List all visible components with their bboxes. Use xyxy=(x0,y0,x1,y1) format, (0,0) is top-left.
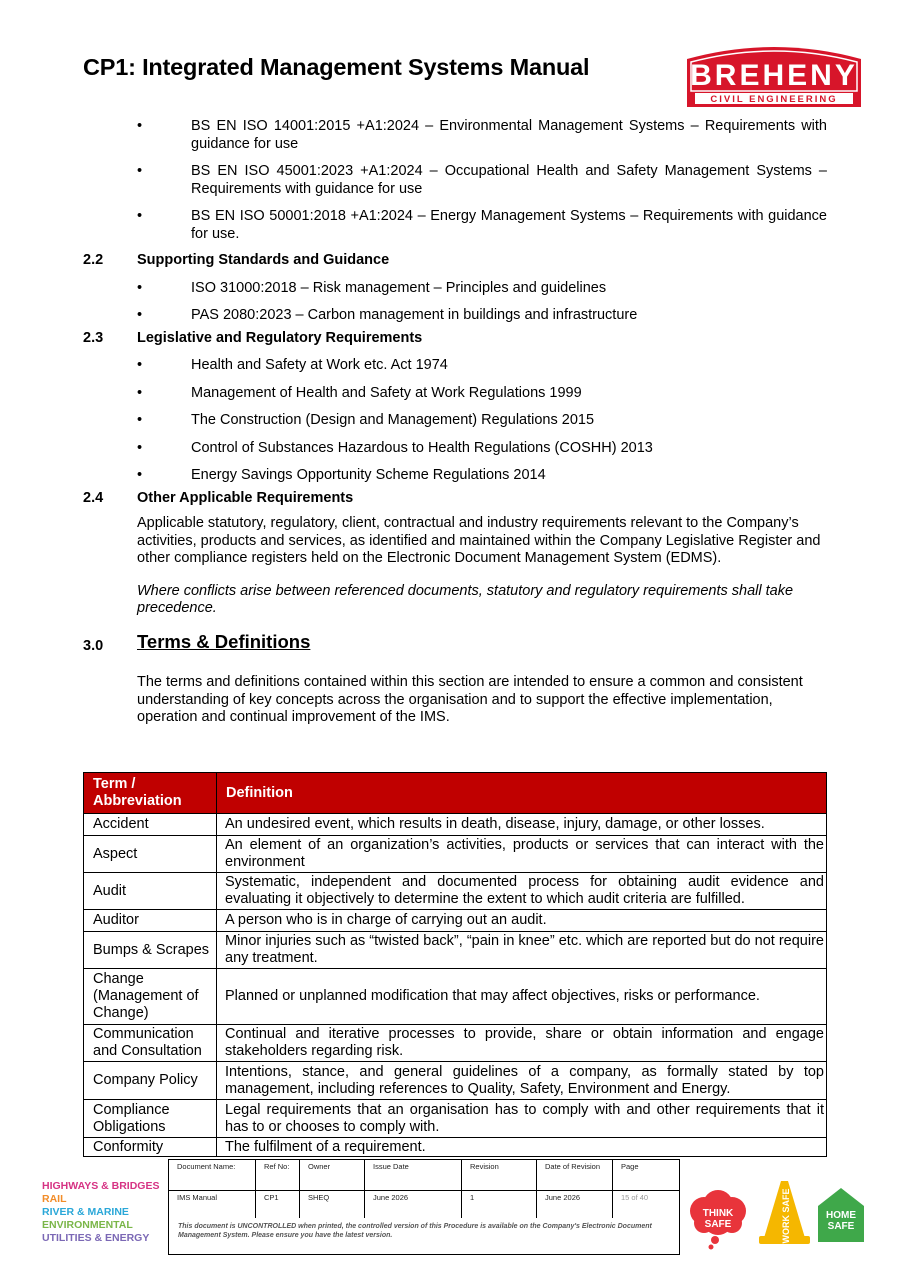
section-heading-2-3: 2.3 Legislative and Regulatory Requirements xyxy=(83,329,423,346)
list-item: • ISO 31000:2018 – Risk management – Principles and guidelines xyxy=(137,279,607,296)
table-row xyxy=(84,932,827,969)
definition-cell: Minor injuries such as “twisted back”, “pain in knee” etc. which are reported but do not require any treatment. xyxy=(217,932,827,969)
bullet-icon: • xyxy=(137,357,143,373)
definition-cell: The fulfilment of a requirement. xyxy=(217,1138,827,1157)
label-page: Page xyxy=(621,1162,639,1171)
table-row xyxy=(84,1138,827,1157)
value-issue-date: June 2026 xyxy=(365,1190,462,1218)
value-owner: SHEQ xyxy=(300,1190,365,1218)
table-row xyxy=(84,969,827,1025)
bullet-icon: • xyxy=(137,467,143,483)
list-item: • BS EN ISO 50001:2018 +A1:2024 – Energy Management Systems – Requirements with guidance for use. xyxy=(137,208,827,242)
list-item: • Control of Substances Hazardous to Health Regulations (COSHH) 2013 xyxy=(137,439,653,456)
value-ref-no: CP1 xyxy=(256,1190,300,1218)
list-item: • The Construction (Design and Management) Regulations 2015 xyxy=(137,412,595,428)
term-cell: Auditor xyxy=(84,910,217,932)
table-row xyxy=(84,1100,827,1138)
value-page: 15 of 40 xyxy=(621,1193,649,1202)
paragraph-note: Where conflicts arise between referenced documents, statutory and regulatory requirements shall take precedence. xyxy=(137,582,794,616)
bullet-icon: • xyxy=(137,208,143,224)
value-revision: 1 xyxy=(462,1190,537,1218)
term-cell: Change (Management of Change) xyxy=(84,969,217,1025)
list-item: • PAS 2080:2023 – Carbon management in buildings and infrastructure xyxy=(137,307,638,323)
sector-rail: RAIL xyxy=(42,1193,67,1205)
safety-badges xyxy=(684,1178,866,1250)
list-item: • BS EN ISO 14001:2015 +A1:2024 – Environmental Management Systems – Requirements with guidance for use xyxy=(137,118,827,152)
sector-river-marine: RIVER & MARINE xyxy=(42,1206,129,1218)
term-cell: Bumps & Scrapes xyxy=(84,932,217,969)
column-header-term: Term / Abbreviation xyxy=(84,773,217,814)
bullet-icon: • xyxy=(137,412,143,428)
label-owner: Owner xyxy=(300,1160,365,1190)
bullet-icon: • xyxy=(137,439,143,456)
table-row xyxy=(84,910,827,932)
definition-cell: An element of an organization’s activities, products or services that can interact with the environment xyxy=(217,836,827,873)
table-row xyxy=(84,1062,827,1100)
bullet-icon: • xyxy=(137,307,143,323)
sector-utilities-energy: UTILITIES & ENERGY xyxy=(42,1232,150,1244)
sector-highways: HIGHWAYS & BRIDGES xyxy=(42,1180,160,1192)
definitions-table xyxy=(83,772,827,1157)
logo-subtext: CIVIL ENGINEERING xyxy=(710,94,838,105)
definition-cell: Legal requirements that an organisation has to comply with and other requirements that it has to or chooses to comply with. xyxy=(217,1100,827,1138)
uncontrolled-note: This document is UNCONTROLLED when printed, the controlled version of this Procedure is available on the Company's Electronic Document Management System. Please ensure you have the latest version. xyxy=(178,1223,652,1239)
table-row xyxy=(84,814,827,836)
definition-cell: Intentions, stance, and general guidelines of a company, as formally stated by top management, including references to Quality, Safety, Environment and Energy. xyxy=(217,1062,827,1100)
definition-cell: Continual and iterative processes to provide, share or obtain information and engage stakeholders regarding risk. xyxy=(217,1025,827,1062)
section-heading-2-2: 2.2 Supporting Standards and Guidance xyxy=(83,252,390,268)
table-row xyxy=(84,1025,827,1062)
think-safe-icon xyxy=(690,1190,746,1250)
definition-cell: An undesired event, which results in death, disease, injury, damage, or other losses. xyxy=(217,814,827,836)
home-safe-icon xyxy=(818,1188,864,1242)
work-safe-icon xyxy=(759,1181,810,1244)
definition-cell: Systematic, independent and documented process for obtaining audit evidence and evaluating it objectively to determine the extent to which audit criteria are fulfilled. xyxy=(217,873,827,910)
svg-text:THINK: THINK xyxy=(702,1208,734,1219)
bullet-icon: • xyxy=(137,279,143,296)
term-cell: Audit xyxy=(84,873,217,910)
sector-list xyxy=(42,1180,159,1245)
breheny-logo xyxy=(683,41,865,110)
label-document-name: Document Name: xyxy=(169,1160,256,1190)
term-cell: Company Policy xyxy=(84,1062,217,1100)
table-row xyxy=(84,836,827,873)
list-item: • Health and Safety at Work etc. Act 1974 xyxy=(137,357,448,373)
bullet-icon: • xyxy=(137,384,143,401)
definition-cell: A person who is in charge of carrying out an audit. xyxy=(217,910,827,932)
page-title: CP1: Integrated Management Systems Manual xyxy=(83,54,590,80)
bullet-icon: • xyxy=(137,118,143,134)
value-document-name: IMS Manual xyxy=(169,1190,256,1218)
label-issue-date: Issue Date xyxy=(365,1160,462,1190)
term-cell: Communication and Consultation xyxy=(84,1025,217,1062)
definition-cell: Planned or unplanned modification that may affect objectives, risks or performance. xyxy=(217,969,827,1025)
sector-environmental: ENVIRONMENTAL xyxy=(42,1219,133,1231)
document-body xyxy=(83,118,827,742)
section-heading-3-0: 3.0 Terms & Definitions xyxy=(83,630,311,654)
svg-text:HOME: HOME xyxy=(826,1210,856,1221)
section-heading-2-4: 2.4 Other Applicable Requirements xyxy=(83,489,354,506)
label-ref-no: Ref No: xyxy=(256,1160,300,1190)
document-control-table xyxy=(168,1159,680,1255)
bullet-icon: • xyxy=(137,163,143,179)
list-item: • Energy Savings Opportunity Scheme Regulations 2014 xyxy=(137,467,546,483)
column-header-definition: Definition xyxy=(217,773,827,814)
value-date-of-revision: June 2026 xyxy=(537,1190,613,1218)
svg-text:SAFE: SAFE xyxy=(827,1221,855,1232)
term-cell: Conformity xyxy=(84,1138,217,1157)
term-cell: Compliance Obligations xyxy=(84,1100,217,1138)
term-cell: Aspect xyxy=(84,836,217,873)
paragraph: Applicable statutory, regulatory, client, contractual and industry requirements relevant to the Company’s activities, products and services, as identified and maintained within the Company Legislative Register and other compliance registers held on the Electronic Document Management System (EDMS). xyxy=(137,515,821,566)
logo-text: BREHENY xyxy=(690,59,858,92)
list-item: • BS EN ISO 45001:2023 +A1:2024 – Occupational Health and Safety Management Systems – Requirements with guidance for use xyxy=(137,163,827,197)
table-row xyxy=(84,873,827,910)
list-item: • Management of Health and Safety at Work Regulations 1999 xyxy=(137,384,582,401)
paragraph: The terms and definitions contained within this section are intended to ensure a common and consistent understanding of key concepts across the organisation and to support the effective implementation, operation and continual improvement of the IMS. xyxy=(137,674,803,725)
label-date-of-revision: Date of Revision xyxy=(537,1160,613,1190)
svg-text:SAFE: SAFE xyxy=(704,1219,732,1230)
label-revision: Revision xyxy=(462,1160,537,1190)
term-cell: Accident xyxy=(84,814,217,836)
svg-text:WORK SAFE: WORK SAFE xyxy=(781,1188,791,1244)
